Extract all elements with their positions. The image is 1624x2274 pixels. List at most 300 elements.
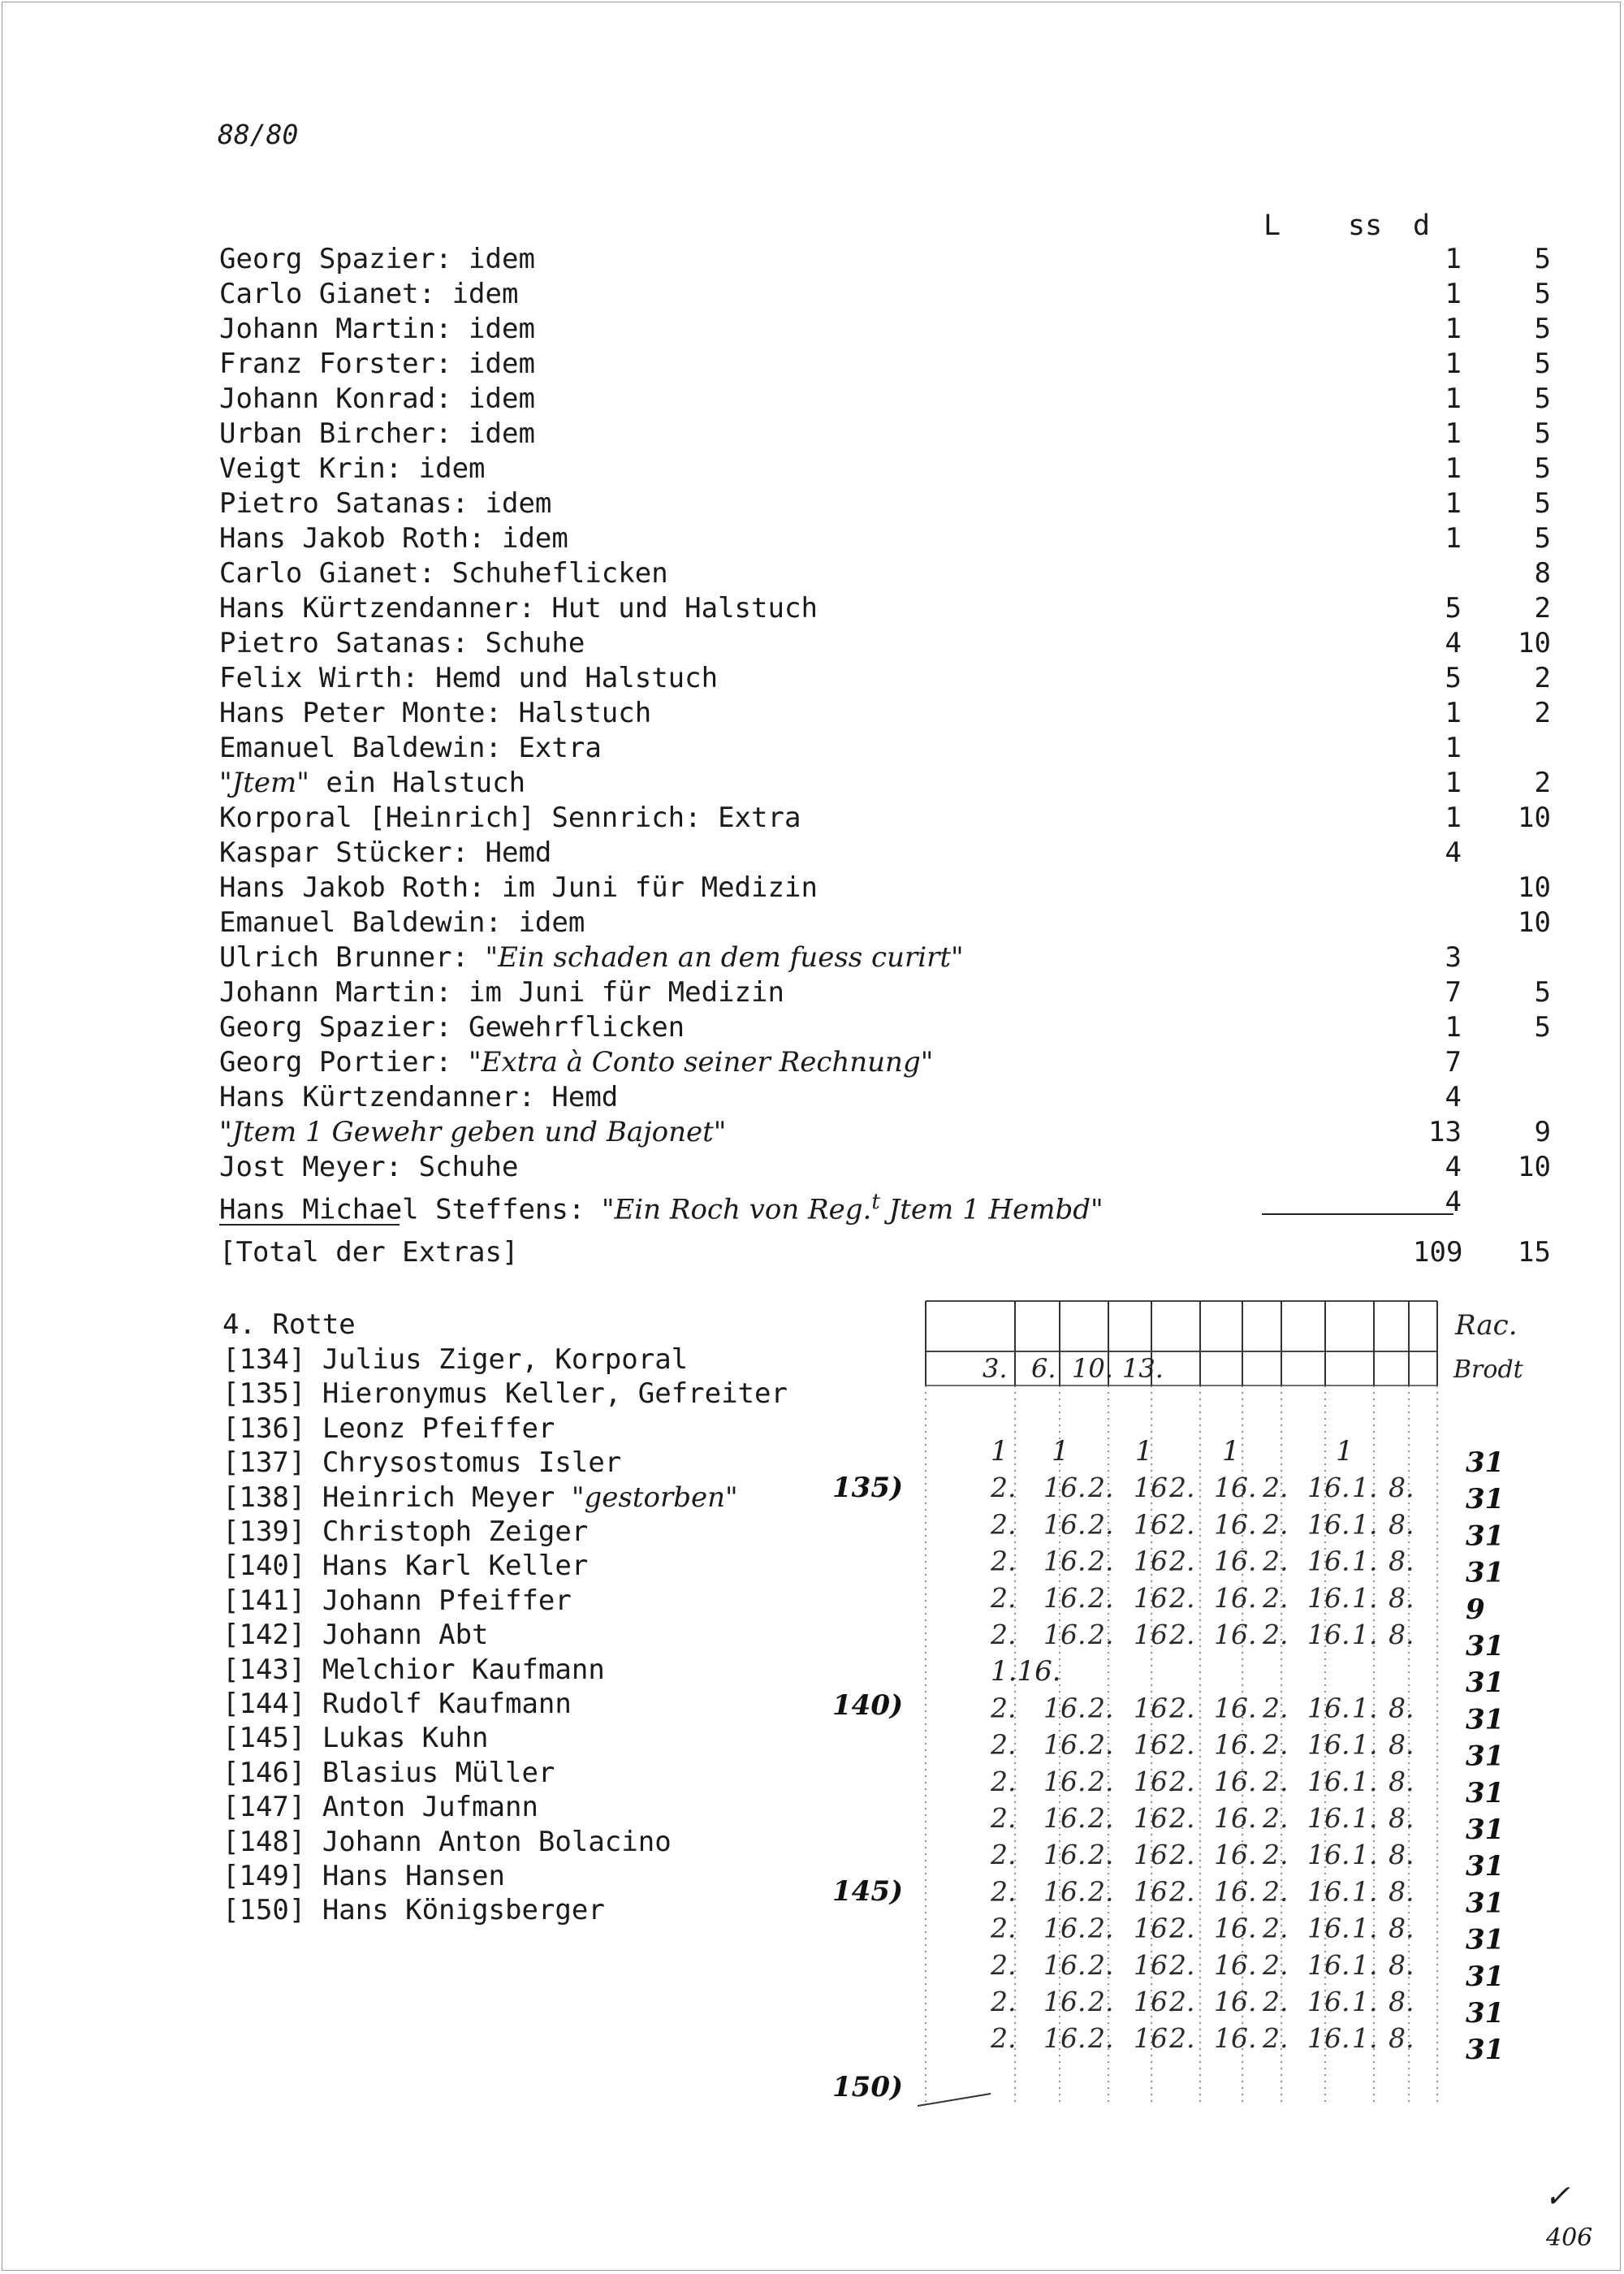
member-name: [146] Blasius Müller <box>222 1756 555 1789</box>
cell-entry: 16. <box>1043 1728 1086 1761</box>
cell-entry: 1 <box>1222 1435 1240 1468</box>
cell-entry: 16. <box>1134 1912 1177 1944</box>
cell-entry: 2. <box>1088 1765 1114 1797</box>
ration-value: 31 <box>1466 1776 1505 1809</box>
entry-ss: 5 <box>1534 313 1551 345</box>
cell-entry: 1 <box>991 1435 1009 1468</box>
entry-l: 4 <box>1445 1151 1462 1183</box>
ration-value: 31 <box>1466 2034 1505 2067</box>
entry-name: Georg Spazier: Gewehrflicken <box>219 1011 685 1044</box>
cell-entry: 1 <box>1135 1435 1153 1468</box>
entry-ss: 10 <box>1518 627 1551 659</box>
cell-entry: 16. <box>1307 1912 1350 1944</box>
cell-entry: 2. <box>1088 1545 1114 1577</box>
cell-entry: 2. <box>991 1728 1017 1761</box>
cell-entry: 16. <box>1214 1948 1257 1981</box>
cell-entry: 16. <box>1043 2022 1086 2055</box>
rotte-member <box>222 1446 621 1480</box>
entry-name: Emanuel Baldewin: Extra <box>219 732 602 764</box>
extras-row <box>219 591 1551 626</box>
rotte-member <box>222 1790 538 1824</box>
extras-row <box>219 626 1551 661</box>
cell-entry: 2. <box>1169 1581 1195 1614</box>
entry-ss: 5 <box>1534 348 1551 380</box>
cell-entry: 2. <box>1169 1839 1195 1871</box>
cell-entry: 16. <box>1134 1692 1177 1724</box>
cell-entry: 16. <box>1134 1839 1177 1871</box>
total-ss: 15 <box>1518 1236 1551 1269</box>
cell-entry: 16. <box>1307 1619 1350 1650</box>
ration-value: 31 <box>1466 1814 1505 1846</box>
cell-entry: 16. <box>1043 1986 1086 2017</box>
entry-l: 13 <box>1428 1116 1462 1148</box>
entry-name: Hans Michael Steffens: <box>219 1193 602 1226</box>
cell-entry: 2. <box>1169 1765 1195 1797</box>
extras-row <box>219 382 1551 417</box>
cell-entry: 1. <box>1352 1508 1378 1541</box>
cell-entry: 2. <box>1169 1545 1195 1577</box>
ration-value: 31 <box>1466 1446 1505 1479</box>
cell-entry: 16. <box>1214 1802 1257 1834</box>
entry-quote-continued: Jtem 1 Hembd" <box>879 1193 1104 1226</box>
extras-description <box>219 626 585 661</box>
cell-entry: 2. <box>991 2022 1017 2055</box>
extras-row <box>219 696 1551 731</box>
entry-quote: "Ein schaden an dem fuess curirt" <box>485 941 964 974</box>
extras-description <box>219 242 535 277</box>
check-mark-icon: ✓ <box>1544 2178 1570 2214</box>
cell-entry: 16. <box>1214 1728 1257 1761</box>
extras-description <box>219 731 602 766</box>
extras-row <box>219 1010 1551 1045</box>
cell-entry: 16. <box>1214 1839 1257 1871</box>
entry-l: 1 <box>1445 697 1462 729</box>
extras-description <box>219 1010 685 1045</box>
extras-description <box>219 940 964 975</box>
entry-l: 7 <box>1445 1046 1462 1079</box>
cell-entry: 16. <box>1134 1728 1177 1761</box>
extras-description <box>219 417 535 452</box>
cell-entry: 2. <box>1088 1948 1114 1981</box>
ration-value: 31 <box>1466 1997 1505 2030</box>
member-name: [135] Hieronymus Keller, Gefreiter <box>222 1377 788 1411</box>
entry-name: Georg Portier: <box>219 1046 469 1079</box>
extras-row <box>219 242 1551 277</box>
extras-row <box>219 1115 1551 1150</box>
extras-row <box>219 486 1551 521</box>
cell-entry: 16. <box>1307 1948 1350 1981</box>
entry-l: 1 <box>1445 348 1462 380</box>
total-rule <box>1262 1213 1453 1215</box>
entry-ss: 5 <box>1534 417 1551 450</box>
entry-name: Kaspar Stücker: Hemd <box>219 837 552 869</box>
entry-l: 7 <box>1445 976 1462 1009</box>
cell-entry: 16. <box>1134 1619 1177 1650</box>
extras-description <box>219 452 486 486</box>
rotte-member <box>222 1549 588 1583</box>
member-name: [148] Johann Anton Bolacino <box>222 1825 672 1858</box>
entry-ss: 2 <box>1534 697 1551 729</box>
cell-entry: 2. <box>1169 2022 1195 2055</box>
cell-entry: 1. <box>1352 1986 1378 2017</box>
header-number: 3. <box>983 1353 1008 1384</box>
member-name: [150] Hans Königsberger <box>222 1894 605 1927</box>
cell-entry: 8. <box>1389 1912 1415 1944</box>
cell-entry: 16. <box>1134 1472 1177 1504</box>
row-marker: 150) <box>832 2071 904 2103</box>
total-row <box>219 1235 1551 1270</box>
extras-row <box>219 836 1486 871</box>
cell-entry: 2. <box>1088 1802 1114 1834</box>
cell-entry: 16. <box>1043 1765 1086 1797</box>
cell-entry: 2. <box>1263 1986 1289 2017</box>
cell-entry: 2. <box>1169 1912 1195 1944</box>
cell-entry: 2. <box>1263 1948 1289 1981</box>
cell-entry: 16. <box>1214 1472 1257 1504</box>
cell-entry: 8. <box>1389 1472 1415 1504</box>
cell-entry: 2. <box>1169 1802 1195 1834</box>
cell-entry: 2. <box>1088 1581 1114 1614</box>
cell-entry: 2. <box>991 1839 1017 1871</box>
cell-entry: 16. <box>1134 1508 1177 1541</box>
entry-l: 1 <box>1445 243 1462 275</box>
extras-description <box>219 906 585 940</box>
cell-entry: 16. <box>1307 1508 1350 1541</box>
entry-l: 4 <box>1445 627 1462 659</box>
entry-quote: "Jtem 1 Gewehr geben und Bajonet" <box>219 1116 727 1148</box>
cell-entry: 16. <box>1214 1581 1257 1614</box>
entry-superscript: t <box>871 1190 880 1214</box>
extras-description <box>219 486 551 521</box>
row-marker: 145) <box>832 1875 904 1908</box>
cell-entry: 8. <box>1389 1986 1415 2017</box>
rotte-member <box>222 1618 489 1652</box>
cell-entry: 16. <box>1307 2022 1350 2055</box>
cell-entry: 16. <box>1043 1912 1086 1944</box>
entry-ss: 10 <box>1518 871 1551 904</box>
extras-description <box>219 766 525 801</box>
extras-description <box>219 871 818 906</box>
entry-name: Hans Kürtzendanner: Hut und Halstuch <box>219 592 818 625</box>
cell-entry: 2. <box>991 1765 1017 1797</box>
extras-row <box>219 452 1551 486</box>
cell-entry: 2. <box>991 1508 1017 1541</box>
ration-value: 31 <box>1466 1703 1505 1736</box>
extras-description <box>219 312 535 347</box>
cell-entry: 8. <box>1389 1839 1415 1871</box>
cell-entry: 2. <box>1088 1875 1114 1908</box>
extras-description <box>219 277 518 312</box>
rotte-title: 4. Rotte <box>222 1308 356 1341</box>
rotte-member <box>222 1721 489 1755</box>
extras-row <box>219 277 1551 312</box>
cell-entry: 8. <box>1389 1508 1415 1541</box>
extras-row <box>219 347 1551 382</box>
extras-row <box>219 801 1551 836</box>
header-rac: Rac. <box>1455 1309 1518 1342</box>
entry-ss: 10 <box>1518 906 1551 939</box>
cell-entry: 2. <box>1263 1508 1289 1541</box>
member-name: [138] Heinrich Meyer <box>222 1481 572 1514</box>
extras-row <box>219 731 1486 766</box>
entry-l: 3 <box>1445 941 1462 974</box>
cell-entry: 16. <box>1134 1581 1177 1614</box>
cell-entry: 16. <box>1214 1692 1257 1724</box>
cell-entry: 2. <box>991 1545 1017 1577</box>
cell-entry: 8. <box>1389 1875 1415 1908</box>
rotte-member <box>222 1584 572 1618</box>
entry-name: Emanuel Baldewin: idem <box>219 906 585 939</box>
cell-entry: 16. <box>1214 1875 1257 1908</box>
cell-entry: 16. <box>1214 1508 1257 1541</box>
cell-entry: 2. <box>991 1875 1017 1908</box>
extras-description <box>219 1185 1104 1227</box>
cell-entry: 16. <box>1043 1581 1086 1614</box>
cell-entry: 16. <box>1214 1545 1257 1577</box>
extras-row <box>219 975 1551 1010</box>
entry-l: 4 <box>1445 1186 1462 1218</box>
ration-value: 9 <box>1466 1593 1485 1626</box>
member-name: [143] Melchior Kaufmann <box>222 1653 605 1686</box>
member-name: [137] Chrysostomus Isler <box>222 1446 622 1480</box>
entry-l: 1 <box>1445 417 1462 450</box>
entry-name: Urban Bircher: idem <box>219 417 535 450</box>
entry-name: Felix Wirth: Hemd und Halstuch <box>219 662 719 694</box>
rotte-member <box>222 1515 588 1549</box>
header-number: 13. <box>1122 1353 1164 1384</box>
cell-entry: 2. <box>1088 2022 1114 2055</box>
cell-entry: 8. <box>1389 1581 1415 1614</box>
ration-value: 31 <box>1466 1887 1505 1920</box>
entry-ss: 10 <box>1518 802 1551 834</box>
cell-entry: 2. <box>1263 2022 1289 2055</box>
entry-quote: "Extra à Conto seiner Rechnung" <box>469 1046 934 1079</box>
cell-entry: 1. <box>1352 1581 1378 1614</box>
member-name: [134] Julius Ziger, Korporal <box>222 1343 689 1376</box>
name-underline <box>219 1224 400 1226</box>
cell-entry: 2. <box>1263 1765 1289 1797</box>
entry-ss: 5 <box>1534 487 1551 520</box>
entry-ss: 2 <box>1534 592 1551 625</box>
cell-entry: 2. <box>1088 1472 1114 1504</box>
entry-name: Veigt Krin: idem <box>219 452 486 485</box>
cell-entry: 8. <box>1389 1619 1415 1650</box>
cell-entry: 2. <box>1263 1802 1289 1834</box>
cell-entry: 16. <box>1307 1728 1350 1761</box>
cell-entry: 16. <box>1134 1948 1177 1981</box>
member-name: [140] Hans Karl Keller <box>222 1550 589 1583</box>
entry-ss: 2 <box>1534 662 1551 694</box>
extras-row <box>219 312 1551 347</box>
cell-entry: 16. <box>1307 1692 1350 1724</box>
extras-row <box>219 766 1551 801</box>
cell-entry: 8. <box>1389 1728 1415 1761</box>
header-number: 10. <box>1072 1353 1113 1384</box>
cell-entry: 16. <box>1307 1472 1350 1504</box>
entry-quote: "Ein Roch von Reg. <box>601 1193 872 1226</box>
entry-ss: 5 <box>1534 1011 1551 1044</box>
cell-entry: 2. <box>991 1802 1017 1834</box>
extras-row <box>219 940 1486 975</box>
entry-l: 1 <box>1445 452 1462 485</box>
entry-name: Johann Martin: idem <box>219 313 535 345</box>
cell-entry: 2. <box>1088 1508 1114 1541</box>
entry-rest: ein Halstuch <box>309 767 526 799</box>
cell-entry: 8. <box>1389 1948 1415 1981</box>
cell-entry: 8. <box>1389 2022 1415 2055</box>
cell-entry: 2. <box>991 1472 1017 1504</box>
extras-row <box>219 1045 1486 1080</box>
entry-ss: 5 <box>1534 522 1551 555</box>
ration-value: 31 <box>1466 1850 1505 1883</box>
extras-description <box>219 382 535 417</box>
entry-l: 1 <box>1445 802 1462 834</box>
entry-l: 1 <box>1445 383 1462 415</box>
entry-name: Korporal [Heinrich] Sennrich: Extra <box>219 802 801 834</box>
member-name: [141] Johann Pfeiffer <box>222 1584 572 1617</box>
total-label: [Total der Extras] <box>219 1236 519 1269</box>
cell-entry: 16. <box>1307 1765 1350 1797</box>
bottom-stroke <box>918 2094 991 2106</box>
cell-entry: 1. <box>1352 1875 1378 1908</box>
cell-entry: 2. <box>1088 1619 1114 1650</box>
cell-entry: 16. <box>1043 1839 1086 1871</box>
extras-description <box>219 1045 933 1080</box>
extras-description <box>219 1080 618 1115</box>
entry-name: Johann Konrad: idem <box>219 383 535 415</box>
handwritten-ration-table <box>832 1290 1551 2110</box>
member-name: [142] Johann Abt <box>222 1619 489 1652</box>
cell-entry: 1. <box>1352 1619 1378 1650</box>
cell-entry: 8. <box>1389 1692 1415 1724</box>
cell-entry: 16. <box>1043 1472 1086 1504</box>
extras-description <box>219 836 551 871</box>
cell-entry: 2. <box>1169 1728 1195 1761</box>
cell-entry: 16. <box>1307 1875 1350 1908</box>
cell-entry: 16. <box>1134 1765 1177 1797</box>
rotte-member <box>222 1653 605 1687</box>
rotte-member <box>222 1893 605 1927</box>
cell-entry: 16. <box>1307 1986 1350 2017</box>
cell-entry: 16. <box>1214 2022 1257 2055</box>
rotte-member <box>222 1859 505 1893</box>
extras-description <box>219 591 818 626</box>
extras-description <box>219 801 801 836</box>
entry-l: 1 <box>1445 1011 1462 1044</box>
entry-ss: 2 <box>1534 767 1551 799</box>
cell-entry: 2. <box>1263 1545 1289 1577</box>
cell-entry: 1 <box>1336 1435 1354 1468</box>
cell-entry: 1. <box>1352 1839 1378 1871</box>
extras-description <box>219 1150 518 1185</box>
ration-value: 31 <box>1466 1630 1505 1662</box>
cell-entry: 8. <box>1389 1802 1415 1834</box>
entry-l: 1 <box>1445 767 1462 799</box>
entry-ss: 5 <box>1534 976 1551 1009</box>
cell-entry: 8. <box>1389 1765 1415 1797</box>
cell-entry: 16. <box>1307 1839 1350 1871</box>
cell-entry: 16. <box>1043 1948 1086 1981</box>
cell-entry: 2. <box>1088 1986 1114 2017</box>
entry-ss: 5 <box>1534 243 1551 275</box>
header-d: d <box>1413 210 1431 242</box>
ration-value: 31 <box>1466 1483 1505 1516</box>
cell-entry: 1. <box>1352 1802 1378 1834</box>
entry-name: Hans Kürtzendanner: Hemd <box>219 1081 619 1113</box>
entry-name: Hans Peter Monte: Halstuch <box>219 697 652 729</box>
cell-entry: 2. <box>1169 1472 1195 1504</box>
entry-l: 1 <box>1445 732 1462 764</box>
cell-entry: 1. <box>1352 1912 1378 1944</box>
entry-ss: 5 <box>1534 452 1551 485</box>
extras-row <box>219 906 1551 940</box>
ration-table-scan <box>832 1290 1551 2110</box>
cell-entry: 2. <box>1263 1692 1289 1724</box>
cell-entry: 2. <box>991 1692 1017 1724</box>
entry-ss: 8 <box>1534 557 1551 590</box>
cell-entry: 1. <box>1352 1692 1378 1724</box>
cell-entry: 2. <box>1263 1472 1289 1504</box>
rotte-member <box>222 1687 572 1721</box>
extras-row <box>219 1150 1551 1185</box>
entry-l: 1 <box>1445 522 1462 555</box>
extras-description <box>219 556 668 591</box>
ration-value: 31 <box>1466 1667 1505 1700</box>
cell-entry: 1. <box>1352 1545 1378 1577</box>
entry-quote: "Jtem" <box>219 767 309 799</box>
entry-name: Georg Spazier: idem <box>219 243 535 275</box>
cell-entry: 2. <box>1169 1508 1195 1541</box>
cell-entry: 16. <box>1043 1692 1086 1724</box>
page-number: 406 <box>1546 2224 1593 2252</box>
cell-entry: 16. <box>1134 1875 1177 1908</box>
ration-value: 31 <box>1466 1520 1505 1553</box>
rotte-member <box>222 1481 738 1515</box>
cell-entry: 16. <box>1307 1802 1350 1834</box>
cell-entry: 16. <box>1214 1765 1257 1797</box>
cell-entry: 2. <box>1169 1619 1195 1650</box>
entry-name: Hans Jakob Roth: idem <box>219 522 568 555</box>
cell-entry: 2. <box>1263 1581 1289 1614</box>
deceased-note: "gestorben" <box>571 1481 738 1514</box>
cell-entry: 16. <box>1214 1912 1257 1944</box>
extras-description <box>219 347 535 382</box>
cell-entry: 16. <box>1043 1802 1086 1834</box>
total-l: 109 <box>1413 1236 1463 1269</box>
cell-entry: 1.16. <box>991 1655 1061 1688</box>
cell-entry: 1. <box>1352 2022 1378 2055</box>
cell-entry: 2. <box>991 1986 1017 2017</box>
cell-entry: 2. <box>1263 1875 1289 1908</box>
member-name: [144] Rudolf Kaufmann <box>222 1688 572 1720</box>
cell-entry: 2. <box>991 1619 1017 1650</box>
cell-entry: 2. <box>1088 1839 1114 1871</box>
extras-description <box>219 661 718 696</box>
extras-description <box>219 521 568 556</box>
ration-value: 31 <box>1466 1556 1505 1589</box>
cell-entry: 1. <box>1352 1472 1378 1504</box>
cell-entry: 2. <box>1088 1912 1114 1944</box>
entry-l: 1 <box>1445 487 1462 520</box>
cell-entry: 1. <box>1352 1765 1378 1797</box>
ration-value: 31 <box>1466 1960 1505 1993</box>
cell-entry: 2. <box>1088 1728 1114 1761</box>
member-name: [136] Leonz Pfeiffer <box>222 1412 555 1445</box>
entry-name: Johann Martin: im Juni für Medizin <box>219 976 784 1009</box>
extras-row <box>219 417 1551 452</box>
cell-entry: 16. <box>1214 1986 1257 2017</box>
entry-l: 1 <box>1445 313 1462 345</box>
